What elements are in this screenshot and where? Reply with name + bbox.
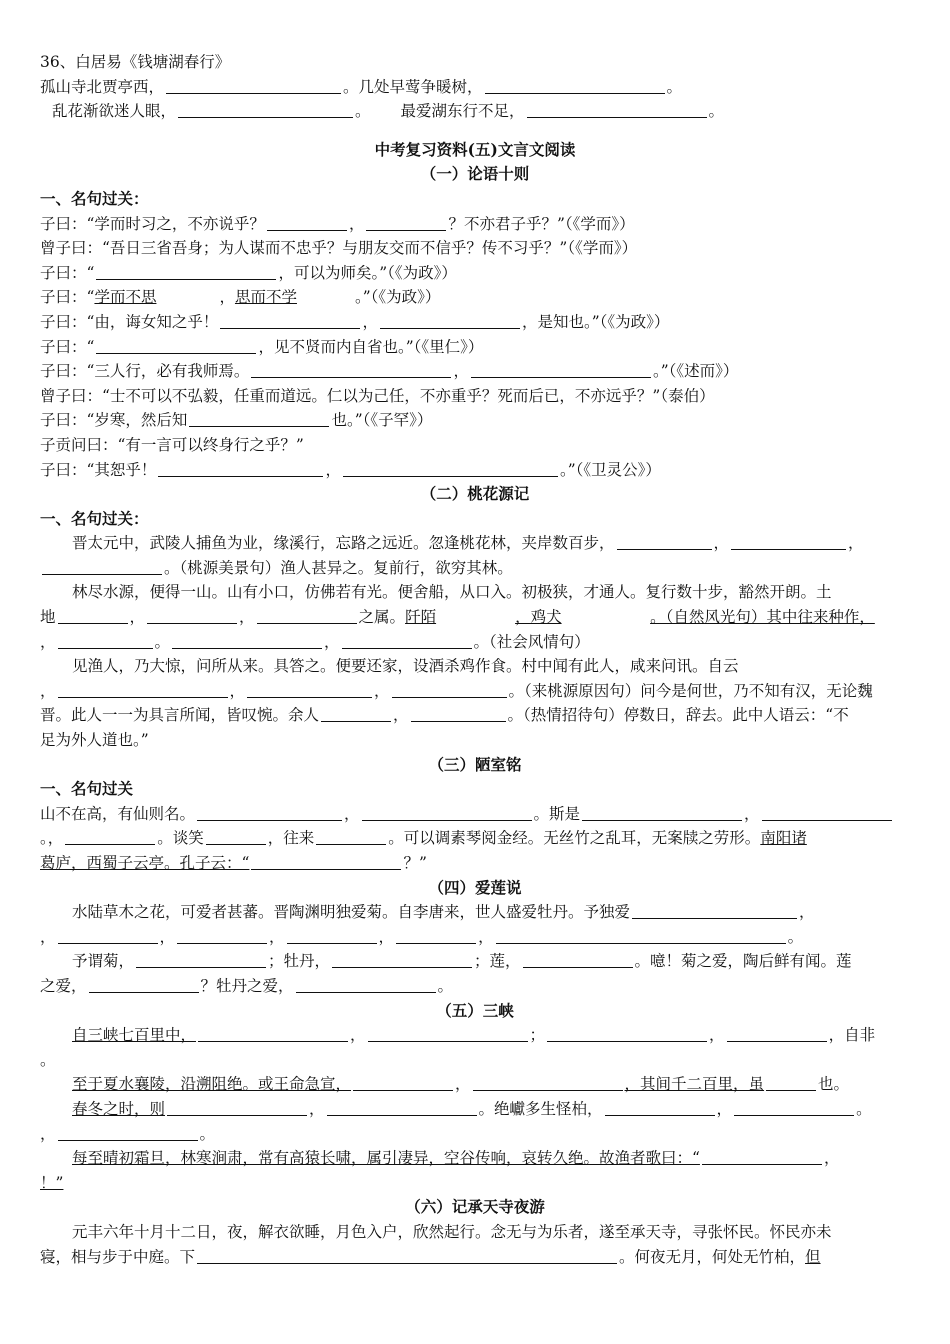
text-line: ， ， ， 。（来桃源原因句）问今是何世，乃不知有汉，无论魏: [40, 681, 873, 700]
text-line: 至于夏水襄陵，沿溯阻绝。或王命急宣， ， ，其间千二百里，虽 也。: [72, 1075, 850, 1094]
answer-blank[interactable]: [257, 608, 357, 624]
answer-blank[interactable]: [96, 338, 256, 354]
answer-blank[interactable]: [632, 903, 797, 919]
text-line: 晋太元中，武陵人捕鱼为业，缘溪行，忘路之远近。忽逢桃花林，夹岸数百步， ， ，: [72, 534, 864, 553]
text-line: 寝，相与步于中庭。下 。何夜无月，何处无竹柏，但: [40, 1247, 821, 1266]
text-line: 林尽水源，便得一山。山有小口，仿佛若有光。便舍船，从口入。初极狭，才通人。复行数十步，豁然开朗。土: [72, 583, 832, 602]
answer-blank[interactable]: [296, 977, 436, 993]
quote-line: 子曰：“学而不思 ，思而不学 。”（《为政》）: [40, 285, 910, 310]
text-line: 地 ， ， 之属。阡陌 ，鸡犬 。（自然风光句）其中往来种作，: [40, 605, 910, 630]
answer-blank[interactable]: [485, 78, 665, 94]
text-line: 。（桃源美景句）渔人甚异之。复前行，欲穷其林。: [40, 556, 910, 581]
answer-blank[interactable]: [247, 682, 372, 698]
answer-blank[interactable]: [147, 608, 237, 624]
answer-blank[interactable]: [58, 1125, 198, 1141]
answer-blank[interactable]: [189, 411, 329, 427]
answer-blank[interactable]: [411, 706, 506, 722]
answer-blank[interactable]: [392, 682, 507, 698]
subsection-title: 一、名句过关：: [40, 508, 149, 528]
text-line: 水陆草木之花，可爱者甚蕃。晋陶渊明独爱菊。自李唐来，世人盛爱牡丹。予独爱 ，: [72, 903, 815, 922]
answer-blank[interactable]: [158, 461, 323, 477]
answer-blank[interactable]: [166, 78, 341, 94]
answer-blank[interactable]: [582, 805, 742, 821]
text-line: 之爱， ？牡丹之爱， 。: [40, 976, 454, 995]
text-line: ， 。 ， 。（社会风情句）: [40, 632, 590, 651]
answer-blank[interactable]: [58, 608, 128, 624]
answer-blank[interactable]: [332, 952, 472, 968]
answer-blank[interactable]: [58, 633, 153, 649]
text-line: 自三峡七百里中， ， ； ， ，自非: [72, 1026, 876, 1045]
quote-line: 曾子曰：“士不可以不弘毅，任重而道远。仁以为己任，不亦重乎？死而后已，不亦远乎？”（泰伯）: [40, 386, 715, 405]
answer-blank[interactable]: [321, 706, 391, 722]
section-title: （四）爱莲说: [428, 877, 522, 897]
answer-blank[interactable]: [197, 1248, 617, 1264]
answer-blank[interactable]: [96, 264, 276, 280]
quote-line: 曾子曰：“吾日三省吾身；为人谋而不忠乎？与朋友交而不信乎？传不习乎？”（《学而》）: [40, 239, 638, 258]
answer-blank[interactable]: [89, 977, 199, 993]
poem-title: 36、白居易《钱塘湖春行》: [40, 53, 231, 71]
answer-blank[interactable]: [605, 1100, 715, 1116]
answer-blank[interactable]: [287, 928, 377, 944]
answer-blank[interactable]: [198, 1026, 348, 1042]
page-heading: 中考复习资料(五)文言文阅读: [374, 139, 576, 159]
answer-blank[interactable]: [65, 829, 155, 845]
answer-blank[interactable]: [316, 829, 386, 845]
poem-line: 孤山寺北贾亭西， 。几处早莺争暖树， 。: [40, 77, 683, 96]
answer-blank[interactable]: [380, 313, 520, 329]
filled-blank: 思而不学: [234, 288, 297, 307]
quote-line: 子贡问曰：“有一言可以终身行之乎？”: [40, 435, 304, 454]
filled-blank: 学而不思: [94, 288, 157, 307]
subsection-title: 一、名句过关: [40, 779, 134, 799]
answer-blank[interactable]: [167, 1100, 307, 1116]
answer-blank[interactable]: [702, 1149, 822, 1165]
answer-blank[interactable]: [177, 928, 267, 944]
answer-blank[interactable]: [471, 362, 651, 378]
answer-blank[interactable]: [343, 461, 558, 477]
answer-blank[interactable]: [327, 1100, 477, 1116]
text-line: 。: [40, 1050, 56, 1069]
text-line: ！”: [40, 1173, 64, 1192]
answer-blank[interactable]: [353, 1075, 453, 1091]
subsection-title: 一、名句过关：: [40, 188, 149, 208]
text-line: 予谓菊， ；牡丹， ；莲， 。噫！菊之爱，陶后鲜有闻。莲: [72, 952, 852, 971]
answer-blank[interactable]: [366, 215, 446, 231]
text-line: 足为外人道也。”: [40, 731, 149, 750]
answer-blank[interactable]: [473, 1075, 623, 1091]
answer-blank[interactable]: [766, 1075, 816, 1091]
answer-blank[interactable]: [178, 102, 353, 118]
answer-blank[interactable]: [136, 952, 266, 968]
answer-blank[interactable]: [496, 928, 786, 944]
answer-blank[interactable]: [617, 534, 712, 550]
text-line: 元丰六年十月十二日，夜，解衣欲睡，月色入户，欣然起行。念无与为乐者，遂至承天寺，寻张怀民。怀民亦未: [72, 1222, 832, 1241]
answer-blank[interactable]: [251, 362, 451, 378]
quote-line: 子曰：“学而时习之，不亦说乎？ ， ？不亦君子乎？”（《学而》）: [40, 214, 635, 233]
text-line: 每至晴初霜旦，林寒涧肃，常有高猿长啸，属引凄异，空谷传响，哀转久绝。故渔者歌曰：“ ，: [72, 1149, 840, 1168]
answer-blank[interactable]: [527, 102, 707, 118]
section-title: （五）三峡: [436, 1000, 514, 1020]
answer-blank[interactable]: [731, 534, 846, 550]
answer-blank[interactable]: [206, 829, 266, 845]
answer-blank[interactable]: [734, 1100, 854, 1116]
quote-line: 子曰：“ ，可以为师矣。”（《为政》）: [40, 263, 457, 282]
section-title: （三）陋室铭: [428, 754, 522, 774]
answer-blank[interactable]: [547, 1026, 707, 1042]
text-line: 。， 。谈笑 ，往来 。可以调素琴阅金经。无丝竹之乱耳，无案牍之劳形。南阳诸: [40, 829, 807, 848]
answer-blank[interactable]: [58, 682, 228, 698]
answer-blank[interactable]: [523, 952, 633, 968]
answer-blank[interactable]: [58, 928, 158, 944]
answer-blank[interactable]: [267, 215, 347, 231]
quote-line: 子曰：“其恕乎！ ， 。”（《卫灵公》）: [40, 460, 661, 479]
section-title: （二）桃花源记: [420, 484, 530, 504]
quote-line: 子曰：“ ，见不贤而内自省也。”（《里仁》）: [40, 337, 484, 356]
text-line: 晋。此人一一为具言所闻，皆叹惋。余人 ， 。（热情招待句）停数日，辞去。此中人语云：“不: [40, 706, 849, 725]
answer-blank[interactable]: [342, 633, 472, 649]
text-line: 见渔人，乃大惊，问所从来。具答之。便要还家，设酒杀鸡作食。村中闻有此人，咸来问讯。自云: [72, 657, 739, 676]
quote-line: 子曰：“由，诲女知之乎！ ， ，是知也。”（《为政》）: [40, 312, 670, 331]
poem-line: 乱花渐欲迷人眼， 。 最爱湖东行不足， 。: [52, 102, 725, 121]
answer-blank[interactable]: [762, 805, 892, 821]
section-title: （一）论语十则: [420, 164, 530, 184]
answer-blank[interactable]: [42, 559, 162, 575]
answer-blank[interactable]: [172, 633, 322, 649]
quote-line: 子曰：“岁寒，然后知 也。”（《子罕》）: [40, 411, 433, 430]
section-title: （六）记承天寺夜游: [405, 1197, 545, 1217]
text-line: 山不在高，有仙则名。 ， 。斯是 ，: [40, 802, 910, 827]
text-line: 春冬之时，则 ， 。绝巘多生怪柏， ， 。: [72, 1099, 872, 1118]
filled-blank: 阡陌: [405, 608, 437, 627]
quote-line: 子曰：“三人行，必有我师焉。 ， 。”（《述而》）: [40, 362, 739, 381]
text-line: ， 。: [40, 1124, 216, 1143]
answer-blank[interactable]: [727, 1026, 827, 1042]
answer-blank[interactable]: [251, 854, 401, 870]
filled-blank: ，鸡犬: [515, 608, 562, 627]
text-line: ， ， ， ， ， 。: [40, 927, 804, 946]
text-line: 葛庐，西蜀子云亭。孔子云：“ ？”: [40, 854, 427, 872]
answer-blank[interactable]: [362, 805, 532, 821]
answer-blank[interactable]: [220, 313, 360, 329]
answer-blank[interactable]: [197, 805, 342, 821]
answer-blank[interactable]: [396, 928, 476, 944]
answer-blank[interactable]: [368, 1026, 528, 1042]
